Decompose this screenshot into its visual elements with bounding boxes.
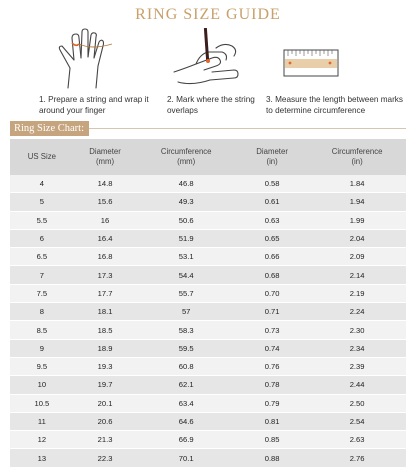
table-cell: 21.3 [74, 431, 137, 449]
table-cell: 55.7 [136, 284, 236, 302]
table-cell: 0.65 [236, 229, 308, 247]
table-cell: 0.79 [236, 394, 308, 412]
table-cell: 14.8 [74, 175, 137, 193]
table-row [10, 229, 406, 247]
table-row [10, 266, 406, 284]
ring-size-table [10, 139, 406, 468]
table-row [10, 431, 406, 449]
table-cell: 8.5 [10, 321, 74, 339]
hand-string-icon [52, 28, 122, 90]
table-cell: 16.8 [74, 248, 137, 266]
table-cell: 9.5 [10, 357, 74, 375]
table-cell: 49.3 [136, 193, 236, 211]
table-cell: 4 [10, 175, 74, 193]
table-header-row [10, 139, 406, 175]
column-header: Diameter (in) [236, 139, 308, 175]
table-cell: 0.74 [236, 339, 308, 357]
table-cell: 19.7 [74, 376, 137, 394]
table-cell: 1.99 [308, 211, 406, 229]
table-cell: 13 [10, 449, 74, 467]
table-cell: 0.73 [236, 321, 308, 339]
table-cell: 5.5 [10, 211, 74, 229]
table-cell: 12 [10, 431, 74, 449]
page-title: RING SIZE GUIDE [135, 6, 281, 23]
table-cell: 0.68 [236, 266, 308, 284]
table-cell: 70.1 [136, 449, 236, 467]
table-cell: 0.63 [236, 211, 308, 229]
table-cell: 53.1 [136, 248, 236, 266]
chart-label-divider [89, 128, 406, 129]
table-cell: 2.19 [308, 284, 406, 302]
table-cell: 5 [10, 193, 74, 211]
table-cell: 58.3 [136, 321, 236, 339]
table-cell: 2.04 [308, 229, 406, 247]
table-cell: 57 [136, 303, 236, 321]
table-cell: 2.76 [308, 449, 406, 467]
table-cell: 1.94 [308, 193, 406, 211]
table-cell: 2.14 [308, 266, 406, 284]
table-cell: 2.50 [308, 394, 406, 412]
table-cell: 63.4 [136, 394, 236, 412]
table-cell: 46.8 [136, 175, 236, 193]
table-cell: 18.5 [74, 321, 137, 339]
table-cell: 0.70 [236, 284, 308, 302]
table-cell: 7 [10, 266, 74, 284]
table-row [10, 394, 406, 412]
table-row [10, 284, 406, 302]
table-cell: 18.9 [74, 339, 137, 357]
table-cell: 8 [10, 303, 74, 321]
table-cell: 2.34 [308, 339, 406, 357]
table-row [10, 357, 406, 375]
table-row [10, 339, 406, 357]
table-row [10, 303, 406, 321]
step-1-text: 1. Prepare a string and wrap it around your finger [39, 95, 149, 115]
table-cell: 17.3 [74, 266, 137, 284]
table-row [10, 321, 406, 339]
table-cell: 10.5 [10, 394, 74, 412]
step-2-text: 2. Mark where the string overlaps [167, 95, 255, 115]
column-header: Circumference (in) [308, 139, 406, 175]
table-cell: 19.3 [74, 357, 137, 375]
column-header: Diameter (mm) [74, 139, 137, 175]
table-cell: 2.63 [308, 431, 406, 449]
table-cell: 0.78 [236, 376, 308, 394]
table-cell: 59.5 [136, 339, 236, 357]
table-cell: 2.24 [308, 303, 406, 321]
table-cell: 2.09 [308, 248, 406, 266]
table-row [10, 376, 406, 394]
table-cell: 9 [10, 339, 74, 357]
table-row [10, 193, 406, 211]
table-cell: 0.85 [236, 431, 308, 449]
column-header: US Size [10, 139, 74, 175]
table-row [10, 175, 406, 193]
table-cell: 18.1 [74, 303, 137, 321]
table-cell: 2.44 [308, 376, 406, 394]
table-cell: 54.4 [136, 266, 236, 284]
table-cell: 16 [74, 211, 137, 229]
hand-pen-mark-icon [172, 28, 244, 90]
table-cell: 51.9 [136, 229, 236, 247]
table-row [10, 449, 406, 467]
table-cell: 11 [10, 412, 74, 430]
table-cell: 2.54 [308, 412, 406, 430]
table-cell: 1.84 [308, 175, 406, 193]
table-cell: 15.6 [74, 193, 137, 211]
table-row [10, 412, 406, 430]
table-cell: 64.6 [136, 412, 236, 430]
table-cell: 2.30 [308, 321, 406, 339]
table-cell: 10 [10, 376, 74, 394]
table-cell: 50.6 [136, 211, 236, 229]
table-cell: 66.9 [136, 431, 236, 449]
table-cell: 17.7 [74, 284, 137, 302]
chart-label: Ring Size Chart: [10, 121, 89, 136]
table-cell: 0.66 [236, 248, 308, 266]
table-cell: 0.61 [236, 193, 308, 211]
step-3-text: 3. Measure the length between marks to determine circumference [266, 95, 403, 115]
table-row [10, 211, 406, 229]
table-cell: 60.8 [136, 357, 236, 375]
table-cell: 16.4 [74, 229, 137, 247]
ruler-icon [282, 28, 340, 90]
table-cell: 0.81 [236, 412, 308, 430]
table-cell: 22.3 [74, 449, 137, 467]
table-cell: 20.6 [74, 412, 137, 430]
table-cell: 0.58 [236, 175, 308, 193]
table-cell: 0.71 [236, 303, 308, 321]
table-cell: 2.39 [308, 357, 406, 375]
table-cell: 62.1 [136, 376, 236, 394]
table-cell: 6.5 [10, 248, 74, 266]
table-cell: 0.88 [236, 449, 308, 467]
table-cell: 6 [10, 229, 74, 247]
table-cell: 0.76 [236, 357, 308, 375]
table-row [10, 248, 406, 266]
column-header: Circumference (mm) [136, 139, 236, 175]
table-cell: 7.5 [10, 284, 74, 302]
table-cell: 20.1 [74, 394, 137, 412]
